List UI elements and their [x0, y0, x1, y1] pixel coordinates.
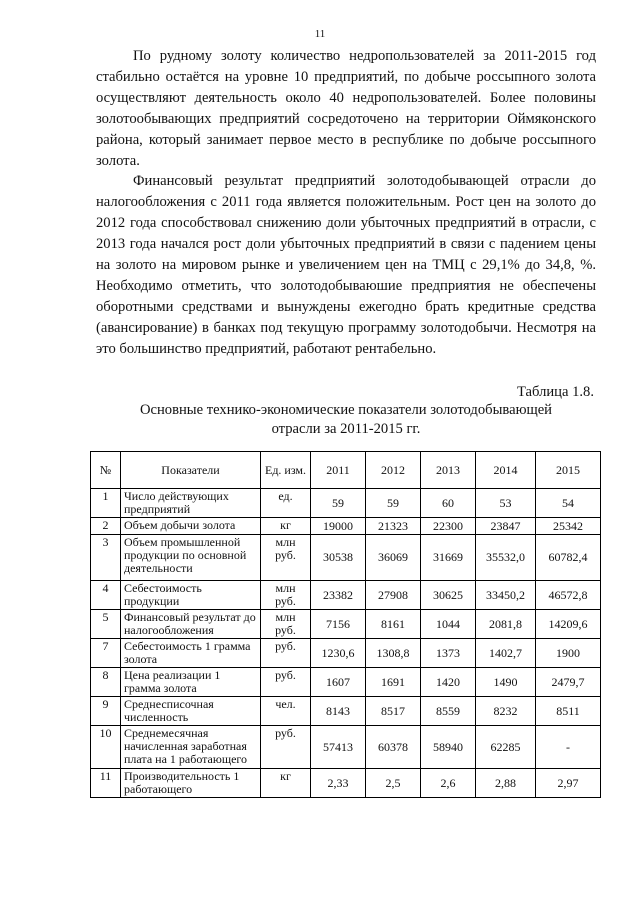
value-2015: 1900: [536, 639, 601, 668]
header-number: №: [91, 452, 121, 489]
value-2015: 60782,4: [536, 535, 601, 581]
header-indicator: Показатели: [121, 452, 261, 489]
table-title: [96, 401, 596, 439]
indicator-name: Среднесписочная численность: [121, 697, 261, 726]
value-2014: 62285: [476, 726, 536, 769]
value-2015: 25342: [536, 518, 601, 535]
table-row: [91, 769, 601, 798]
unit: млн руб.: [261, 535, 311, 581]
table-row: [91, 668, 601, 697]
value-2011: 1230,6: [311, 639, 366, 668]
value-2012: 21323: [366, 518, 421, 535]
value-2015: -: [536, 726, 601, 769]
indicator-name: Производительность 1 работающего: [121, 769, 261, 798]
paragraph-2: Финансовый результат предприятий золотодобывающей отрасли до налогообложения с 2011 года является положительным. Рост цен на золото до 2012 года способствовал снижению доли убыточных предприятий в отрасли, с 2013 года начался рост доли убыточных предприятий в связи с падением цены на золото на мировом рынке и увеличением цен на ТМЦ с 29,1% до 34,8, %. Необходимо отметить, что золотодобываюшие предприятия не обеспечены оборотными средствами и вынуждены ежегодно брать кредитные средства (авансирование) в банках под текущую программу золотодобычи. Несмотря на это большинство предприятий, работают рентабельно.: [96, 173, 596, 357]
table-title-line-2: отрасли за 2011-2015 гг.: [271, 421, 421, 437]
value-2011: 57413: [311, 726, 366, 769]
value-2013: 60: [421, 489, 476, 518]
value-2013: 1420: [421, 668, 476, 697]
value-2011: 30538: [311, 535, 366, 581]
value-2013: 8559: [421, 697, 476, 726]
unit: кг: [261, 769, 311, 798]
value-2014: 23847: [476, 518, 536, 535]
value-2012: 1691: [366, 668, 421, 697]
table-row: [91, 489, 601, 518]
indicators-table: [90, 451, 601, 798]
row-number: 4: [91, 581, 121, 610]
value-2011: 59: [311, 489, 366, 518]
value-2013: 2,6: [421, 769, 476, 798]
value-2012: 2,5: [366, 769, 421, 798]
row-number: 2: [91, 518, 121, 535]
value-2015: 8511: [536, 697, 601, 726]
value-2011: 1607: [311, 668, 366, 697]
unit: кг: [261, 518, 311, 535]
unit: руб.: [261, 668, 311, 697]
header-unit: Ед. изм.: [261, 452, 311, 489]
value-2014: 1402,7: [476, 639, 536, 668]
value-2012: 8517: [366, 697, 421, 726]
table-label: Таблица 1.8.: [516, 384, 594, 400]
indicator-name: Себестоимость продукции: [121, 581, 261, 610]
indicator-name: Цена реализации 1 грамма золота: [121, 668, 261, 697]
value-2013: 58940: [421, 726, 476, 769]
value-2012: 1308,8: [366, 639, 421, 668]
paragraph-1: По рудному золоту количество недропользователей за 2011-2015 год стабильно остаётся на уровне 10 предприятий, по добыче россыпного золота осуществляют деятельность около 40 недропользователей. Более половины золотообывающих предприятий сосредоточено на территории Оймяконского района, который занимает первое место в республике по добыче россыпного золота.: [96, 48, 596, 169]
row-number: 10: [91, 726, 121, 769]
value-2012: 36069: [366, 535, 421, 581]
value-2012: 60378: [366, 726, 421, 769]
table-header-row: [91, 452, 601, 489]
table-row: [91, 726, 601, 769]
indicator-name: Объем промышленной продукции по основной деятельности: [121, 535, 261, 581]
value-2015: 54: [536, 489, 601, 518]
indicator-name: Объем добычи золота: [121, 518, 261, 535]
row-number: 11: [91, 769, 121, 798]
header-2012: 2012: [366, 452, 421, 489]
header-2011: 2011: [311, 452, 366, 489]
header-2015: 2015: [536, 452, 601, 489]
value-2011: 2,33: [311, 769, 366, 798]
table-row: [91, 535, 601, 581]
header-2014: 2014: [476, 452, 536, 489]
indicator-name: Среднемесячная начисленная заработная плата на 1 работающего: [121, 726, 261, 769]
value-2014: 35532,0: [476, 535, 536, 581]
row-number: 3: [91, 535, 121, 581]
value-2015: 46572,8: [536, 581, 601, 610]
value-2015: 14209,6: [536, 610, 601, 639]
unit: млн руб.: [261, 610, 311, 639]
row-number: 1: [91, 489, 121, 518]
value-2013: 1044: [421, 610, 476, 639]
unit: чел.: [261, 697, 311, 726]
header-2013: 2013: [421, 452, 476, 489]
page-number: 11: [314, 28, 326, 40]
row-number: 9: [91, 697, 121, 726]
value-2015: 2479,7: [536, 668, 601, 697]
unit: млн руб.: [261, 581, 311, 610]
row-number: 7: [91, 639, 121, 668]
table-row: [91, 697, 601, 726]
value-2013: 31669: [421, 535, 476, 581]
value-2012: 27908: [366, 581, 421, 610]
row-number: 5: [91, 610, 121, 639]
table-row: [91, 639, 601, 668]
row-number: 8: [91, 668, 121, 697]
value-2011: 19000: [311, 518, 366, 535]
value-2011: 7156: [311, 610, 366, 639]
indicator-name: Финансовый результат до налогообложения: [121, 610, 261, 639]
value-2011: 23382: [311, 581, 366, 610]
indicator-name: Число действующих предприятий: [121, 489, 261, 518]
value-2014: 8232: [476, 697, 536, 726]
table-row: [91, 518, 601, 535]
value-2013: 30625: [421, 581, 476, 610]
table-row: [91, 610, 601, 639]
value-2011: 8143: [311, 697, 366, 726]
unit: руб.: [261, 639, 311, 668]
unit: руб.: [261, 726, 311, 769]
value-2012: 8161: [366, 610, 421, 639]
table-title-line-1: Основные технико-экономические показатели золотодобывающей: [139, 402, 552, 418]
indicator-name: Себестоимость 1 грамма золота: [121, 639, 261, 668]
value-2014: 2081,8: [476, 610, 536, 639]
body-text: [96, 46, 596, 360]
value-2012: 59: [366, 489, 421, 518]
value-2013: 22300: [421, 518, 476, 535]
value-2013: 1373: [421, 639, 476, 668]
value-2014: 1490: [476, 668, 536, 697]
value-2015: 2,97: [536, 769, 601, 798]
unit: ед.: [261, 489, 311, 518]
value-2014: 2,88: [476, 769, 536, 798]
value-2014: 33450,2: [476, 581, 536, 610]
table-row: [91, 581, 601, 610]
value-2014: 53: [476, 489, 536, 518]
